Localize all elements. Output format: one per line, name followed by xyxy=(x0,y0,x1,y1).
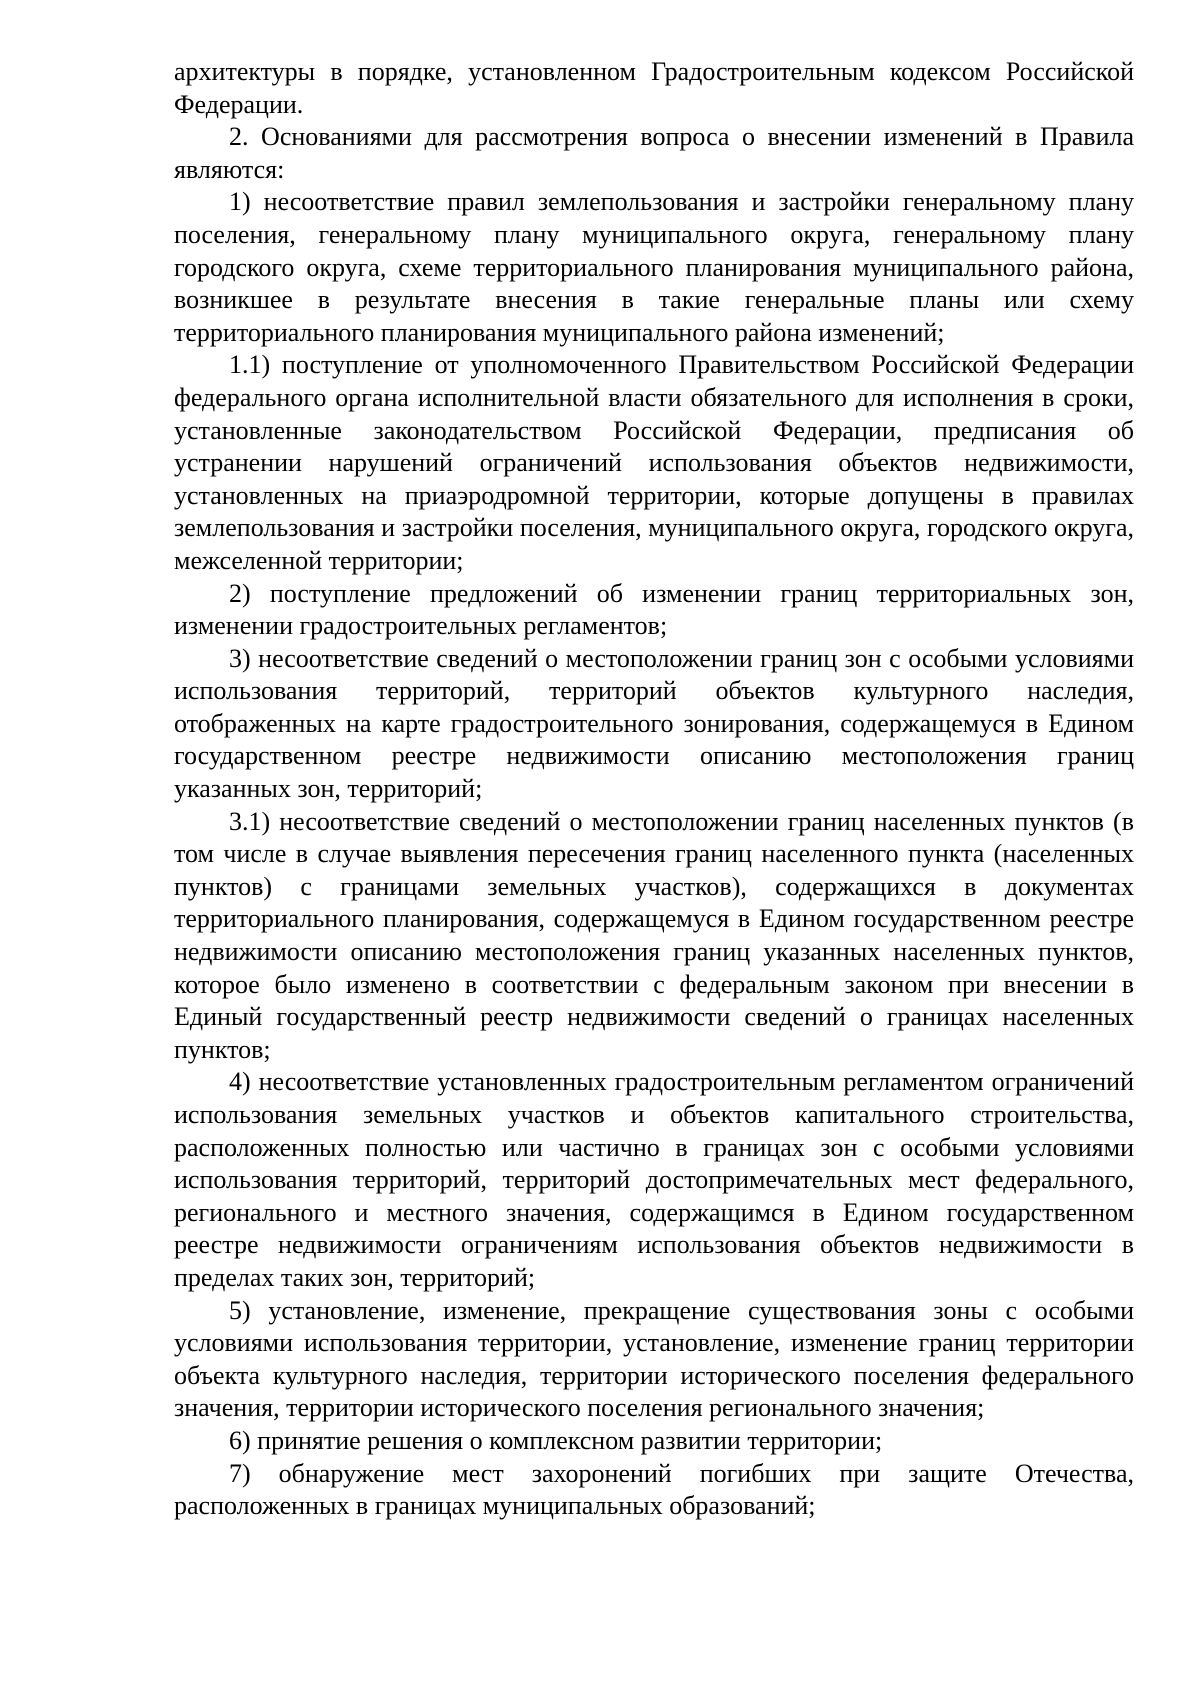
paragraph-item-2: 2. Основаниями для рассмотрения вопроса о внесении изменений в Правила являются: xyxy=(174,122,1134,184)
paragraph-subitem-1-1: 1.1) поступление от уполномоченного Правительством Российской Федерации федерального органа исполнительной власти обязательного для исполнения в сроки, установленные законодательством Российской Федерации, предписания об устранении нарушений ограничений использования объектов недвижимости, установленных на приаэродромной территории, которые допущены в правилах землепользования и застройки поселения, муниципального округа, городского округа, межселенной территории; xyxy=(174,350,1134,575)
paragraph-subitem-7: 7) обнаружение мест захоронений погибших при защите Отечества, расположенных в границах муниципальных образований; xyxy=(174,1458,1134,1521)
paragraph-subitem-3-1: 3.1) несоответствие сведений о местоположении границ населенных пунктов (в том числе в случае выявления пересечения границ населенного пункта (населенных пунктов) с границами земельных участков), содержащихся в документах территориального планирования, содержащемуся в Едином государственном реестре недвижимости описанию местоположения границ указанных населенных пунктов, которое было изменено в соответствии с федеральным законом при внесении в Единый государственный реестр недвижимости сведений о границах населенных пунктов; xyxy=(174,806,1134,1064)
paragraph-subitem-1: 1) несоответствие правил землепользования и застройки генеральному плану поселения, генеральному плану муниципального округа, генеральному плану городского округа, схеме территориального планирования муниципального района, возникшее в результате внесения в такие генеральные планы или схему территориального планирования муниципального района изменений; xyxy=(174,187,1134,347)
paragraph-subitem-4: 4) несоответствие установленных градостроительным регламентом ограничений использования земельных участков и объектов капитального строительства, расположенных полностью или частично в границах зон с особыми условиями использования территорий, территорий достопримечательных мест федерального, регионального и местного значения, содержащимся в Едином государственном реестре недвижимости ограничениям использования объектов недвижимости в пределах таких зон, территорий; xyxy=(174,1067,1134,1292)
paragraph-subitem-2: 2) поступление предложений об изменении границ территориальных зон, изменении градостроительных регламентов; xyxy=(174,578,1134,641)
paragraph-continuation: архитектуры в порядке, установленном Градостроительным кодексом Российской Федерации. xyxy=(174,57,1134,119)
paragraph-subitem-3: 3) несоответствие сведений о местоположении границ зон с особыми условиями использования территорий, территорий объектов культурного наследия, отображенных на карте градостроительного зонирования, содержащемуся в Едином государственном реестре недвижимости описанию местоположения границ указанных зон, территорий; xyxy=(174,643,1134,804)
paragraph-subitem-5: 5) установление, изменение, прекращение существования зоны с особыми условиями использования территории, установление, изменение границ территории объекта культурного наследия, территории исторического поселения федерального значения, территории исторического поселения регионального значения; xyxy=(174,1295,1134,1423)
document-body xyxy=(174,56,1134,1523)
paragraph-subitem-6: 6) принятие решения о комплексном развитии территории; xyxy=(229,1425,883,1455)
